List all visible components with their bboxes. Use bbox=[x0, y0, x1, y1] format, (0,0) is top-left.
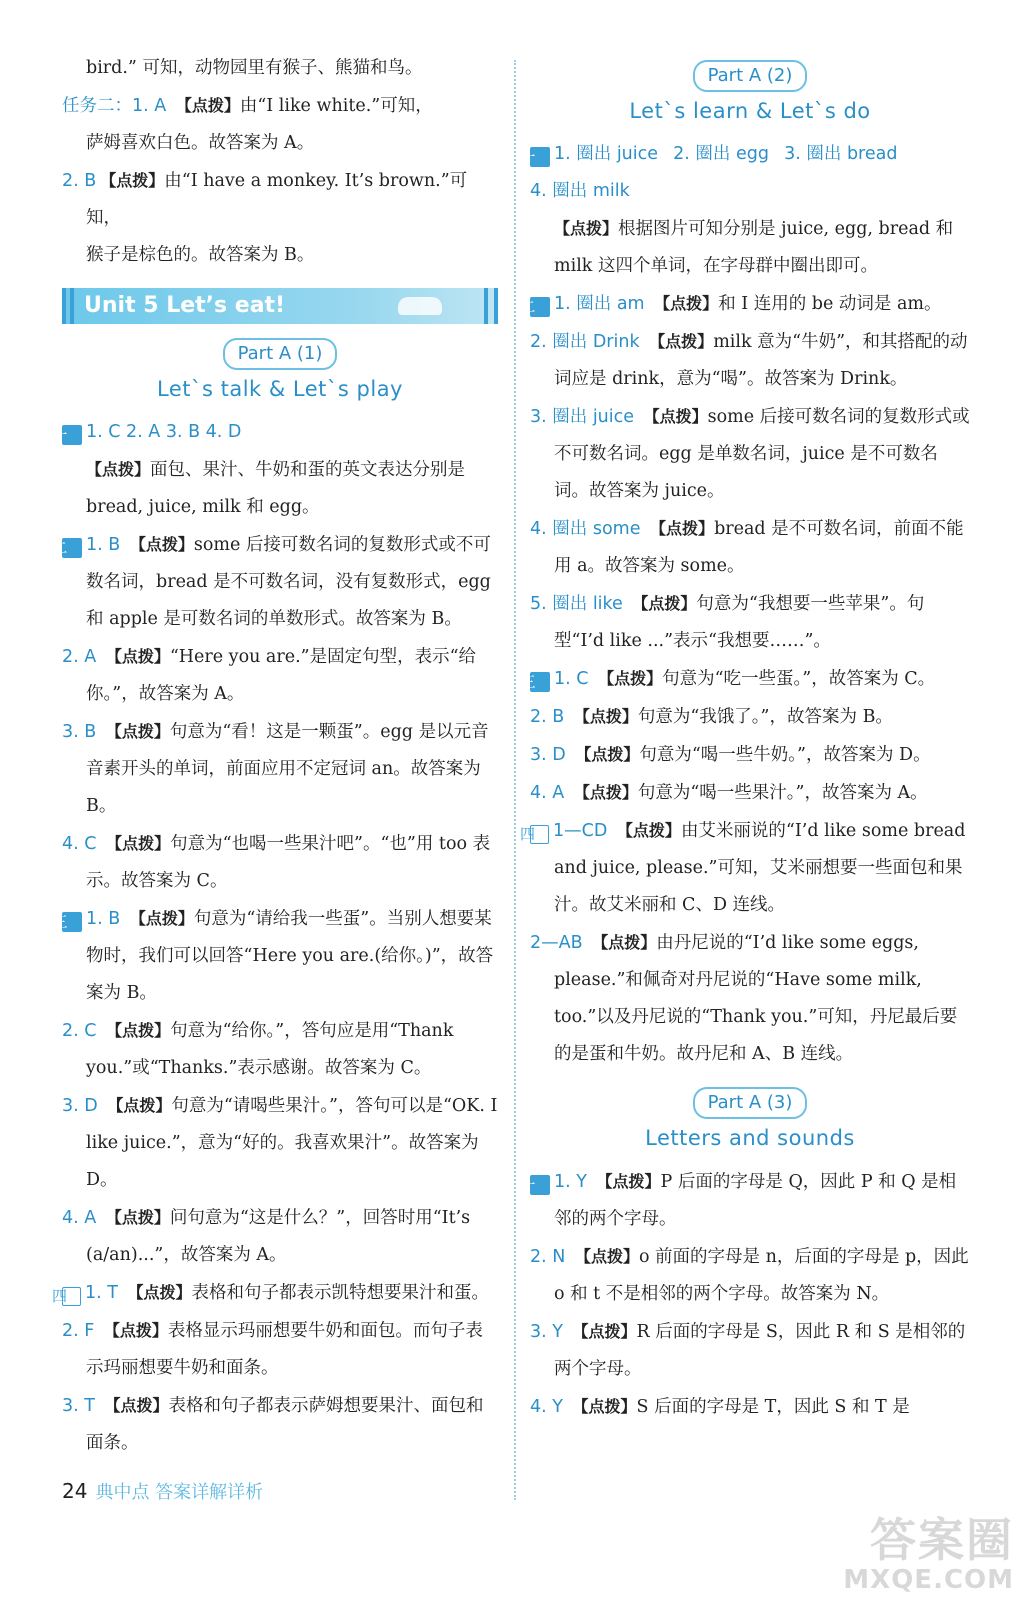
answer-number: 1. 圈出 juice bbox=[554, 144, 659, 164]
answer-number: 2. 圈出 Drink bbox=[530, 332, 640, 352]
hint-text: 由“I have a monkey. It’s brown.”可知， bbox=[86, 171, 468, 228]
answer-item bbox=[520, 660, 970, 698]
answer-item bbox=[520, 1163, 970, 1238]
answer-number: 2. B bbox=[530, 707, 565, 727]
banner-stripe bbox=[62, 288, 66, 324]
answer-item bbox=[530, 1388, 970, 1426]
answer-item bbox=[62, 713, 498, 825]
answer-line bbox=[520, 136, 970, 173]
unit-banner bbox=[62, 288, 498, 324]
hint-text: R 后面的字母是 S，因此 R 和 S 是相邻的两个字母。 bbox=[554, 1322, 966, 1379]
answer-number: 1. 圈出 am bbox=[554, 294, 645, 314]
hint-text: 猴子是棕色的。故答案为 B。 bbox=[86, 245, 315, 265]
banner-stripe bbox=[70, 288, 74, 324]
unit-title: Unit 5 Let’s eat! bbox=[84, 293, 286, 318]
answer-item bbox=[62, 825, 498, 900]
hint-tag: 【点拨】 bbox=[574, 1247, 639, 1266]
hint-tag: 【点拨】 bbox=[654, 294, 719, 313]
hint-tag: 【点拨】 bbox=[592, 933, 657, 952]
answer-number: 4. A bbox=[530, 783, 565, 803]
hint-text: “Here you are.”是固定句型，表示“给你。”，故答案为 A。 bbox=[86, 647, 477, 704]
answer-number: 4. Y bbox=[530, 1397, 563, 1417]
hint-text: 萨姆喜欢白色。故答案为 A。 bbox=[86, 133, 315, 153]
left-column bbox=[51, 50, 498, 1462]
answer-item bbox=[519, 812, 970, 924]
hint-tag: 【点拨】 bbox=[650, 519, 715, 538]
hint-text: 根据图片可知分别是 juice, egg, bread 和 milk 这四个单词，在字母群中圈出即可。 bbox=[554, 219, 954, 276]
hint-text: 句意为“请喝些果汁。”，答句可以是“OK. I like juice.”，意为“好的。我喜欢果汁”。故答案为 D。 bbox=[86, 1096, 498, 1190]
hint-tag: 【点拨】 bbox=[106, 1021, 171, 1040]
answer-number: 1. B bbox=[86, 909, 121, 929]
answer-item bbox=[530, 736, 970, 774]
hint-text: 句意为“请给我一些蛋”。当别人想要某物时，我们可以回答“Here you are.(给你。)”，故答案为 B。 bbox=[86, 909, 494, 1003]
hint-text: 句意为“给你。”，答句应是用“Thank you.”或“Thanks.”表示感谢。故答案为 C。 bbox=[86, 1021, 454, 1078]
hint-text: 由艾米丽说的“I’d like some bread and juice, please.”可知，艾米丽想要一些面包和果汁。故艾米丽和 C、D 连线。 bbox=[554, 821, 966, 915]
hint-tag: 【点拨】 bbox=[86, 460, 151, 479]
hint-text: 句意为“喝一些牛奶。”，故答案为 D。 bbox=[639, 745, 931, 765]
answer-number: 2. B bbox=[62, 171, 97, 191]
hint-text: 由丹尼说的“I’d like some eggs, please.”和佩奇对丹尼说的“Have some milk, too.”以及丹尼说的“Thank you.”可知，丹尼最后要的是蛋和牛奶。故丹尼和 A、B 连线。 bbox=[554, 933, 958, 1064]
answer-item bbox=[530, 323, 970, 398]
hint-tag: 【点拨】 bbox=[105, 722, 170, 741]
part-badge: Part A (1) bbox=[223, 338, 337, 370]
answer-number: 1. A bbox=[132, 96, 167, 116]
hint-tag: 【点拨】 bbox=[103, 1321, 168, 1340]
hint-tag: 【点拨】 bbox=[104, 1396, 169, 1415]
banner-stripe bbox=[484, 288, 488, 324]
watermark-text: 答案圈 bbox=[870, 1513, 1014, 1567]
hint-text: 表格和句子都表示萨姆想要果汁、面包和面条。 bbox=[86, 1396, 484, 1453]
answer-item bbox=[62, 638, 498, 713]
answer-item bbox=[62, 1012, 498, 1087]
hint-tag: 【点拨】 bbox=[554, 219, 619, 238]
hint-tag: 【点拨】 bbox=[632, 594, 697, 613]
hint-tag: 【点拨】 bbox=[129, 535, 194, 554]
hint-tag: 【点拨】 bbox=[100, 171, 165, 190]
answer-item bbox=[530, 1238, 970, 1313]
hint-tag: 【点拨】 bbox=[643, 407, 708, 426]
paragraph: bird.” 可知，动物园里有猴子、熊猫和鸟。 bbox=[86, 58, 423, 78]
hint-text: 面包、果汁、牛奶和蛋的英文表达分别是 bread, juice, milk 和 egg。 bbox=[86, 460, 466, 517]
task2-item-1 bbox=[62, 87, 498, 162]
answer-number: 1. B bbox=[86, 535, 121, 555]
answer-item bbox=[530, 924, 970, 1073]
chapter-marker: 一 bbox=[530, 147, 550, 167]
answer-number: 3. T bbox=[62, 1396, 95, 1416]
answer-item bbox=[530, 398, 970, 510]
right-column bbox=[519, 50, 970, 1426]
hint-text: some 后接可数名词的复数形式或不可数名词。egg 是单数名词，juice 是不可数名词。故答案为 juice。 bbox=[554, 407, 970, 501]
hint-tag: 【点拨】 bbox=[596, 1172, 661, 1191]
answer-number: 1. C bbox=[554, 669, 589, 689]
part-badge: Part A (2) bbox=[693, 60, 807, 92]
answer-item bbox=[52, 526, 498, 638]
answer-number: 2. F bbox=[62, 1321, 95, 1341]
answer-number: 1. T bbox=[85, 1283, 118, 1303]
hint-tag: 【点拨】 bbox=[616, 821, 681, 840]
answer-number: 5. 圈出 like bbox=[530, 594, 623, 614]
answer-number: 3. D bbox=[62, 1096, 98, 1116]
section-1 bbox=[52, 414, 498, 451]
answer-number: 3. B bbox=[62, 722, 97, 742]
watermark-url: MXQE.COM bbox=[843, 1565, 1014, 1595]
hint-text: 句意为“我想要一些苹果”。句型“I’d like ...”表示“我想要……”。 bbox=[554, 594, 925, 651]
hint-tag: 【点拨】 bbox=[649, 332, 714, 351]
hint-text: 句意为“吃一些蛋。”，故答案为 C。 bbox=[662, 669, 936, 689]
hint-text: P 后面的字母是 Q，因此 P 和 Q 是相邻的两个字母。 bbox=[554, 1172, 957, 1229]
answer-number: 1—CD bbox=[553, 821, 608, 841]
hint-text: 问句意为“这是什么？”，回答时用“It’s (a/an)...”，故答案为 A。 bbox=[86, 1208, 471, 1265]
hint-text: 表格显示玛丽想要牛奶和面包。而句子表示玛丽想要牛奶和面条。 bbox=[86, 1321, 483, 1378]
answer-number: 3. 圈出 bread bbox=[784, 144, 898, 164]
hint-text: milk 意为“牛奶”，和其搭配的动词应是 drink，意为“喝”。故答案为 Drink。 bbox=[554, 332, 968, 389]
page-number: 24 bbox=[62, 1479, 88, 1503]
chapter-marker: 三 bbox=[530, 672, 550, 692]
answer-number: 2. A bbox=[62, 647, 97, 667]
hint-tag: 【点拨】 bbox=[572, 1322, 637, 1341]
hint-tag: 【点拨】 bbox=[573, 707, 638, 726]
answer-number: 4. 圈出 some bbox=[530, 519, 641, 539]
hint-text: 和 I 连用的 be 动词是 am。 bbox=[718, 294, 942, 314]
chapter-marker: 四 bbox=[530, 825, 549, 844]
answer-item bbox=[62, 1199, 498, 1274]
hint-tag: 【点拨】 bbox=[105, 1208, 170, 1227]
banner-stripe bbox=[494, 288, 498, 324]
chapter-marker: 二 bbox=[62, 538, 82, 558]
answer-number: 3. D bbox=[530, 745, 566, 765]
answer-list: 1. C 2. A 3. B 4. D bbox=[86, 422, 242, 442]
hint-paragraph bbox=[62, 451, 498, 526]
answer-item bbox=[530, 774, 970, 812]
chapter-marker: 一 bbox=[62, 425, 82, 445]
chapter-marker: 二 bbox=[530, 297, 550, 317]
brand-logo: 典中点 答案详解详析 bbox=[95, 1482, 264, 1503]
hint-tag: 【点拨】 bbox=[106, 834, 171, 853]
hint-text: 由“I like white.”可知， bbox=[239, 96, 433, 116]
answer-item bbox=[530, 698, 970, 736]
hint-tag: 【点拨】 bbox=[107, 1096, 172, 1115]
answer-item bbox=[62, 1387, 498, 1462]
answer-item bbox=[530, 510, 970, 585]
answer-item bbox=[520, 285, 970, 323]
answer-line bbox=[530, 173, 970, 210]
hint-paragraph bbox=[530, 210, 970, 285]
page-footer bbox=[62, 1478, 263, 1504]
column-divider bbox=[514, 60, 516, 1500]
hint-text: S 后面的字母是 T，因此 S 和 T 是 bbox=[636, 1397, 910, 1417]
answer-item bbox=[52, 900, 498, 1012]
hint-tag: 【点拨】 bbox=[129, 909, 194, 928]
answer-number: 3. 圈出 juice bbox=[530, 407, 635, 427]
part-title: Let`s talk & Let`s play bbox=[157, 377, 403, 401]
part-title: Letters and sounds bbox=[645, 1126, 855, 1150]
hint-tag: 【点拨】 bbox=[127, 1283, 192, 1302]
answer-item bbox=[62, 1087, 498, 1199]
part-badge: Part A (3) bbox=[693, 1087, 807, 1119]
answer-number: 4. A bbox=[62, 1208, 97, 1228]
hint-text: 句意为“看！这是一颗蛋”。egg 是以元音音素开头的单词，前面应用不定冠词 an。故答案为 B。 bbox=[86, 722, 489, 816]
hint-text: 表格和句子都表示凯特想要果汁和蛋。 bbox=[191, 1283, 490, 1303]
answer-number: 4. 圈出 milk bbox=[530, 181, 630, 201]
hint-tag: 【点拨】 bbox=[572, 1397, 637, 1416]
part-title: Let`s learn & Let`s do bbox=[629, 99, 871, 123]
task2-label: 任务二： bbox=[62, 96, 132, 116]
hint-tag: 【点拨】 bbox=[575, 745, 640, 764]
task2-item-2 bbox=[62, 162, 498, 274]
answer-number: 2. N bbox=[530, 1247, 566, 1267]
hint-text: 句意为“我饿了。”，故答案为 B。 bbox=[637, 707, 893, 727]
answer-number: 1. Y bbox=[554, 1172, 587, 1192]
watermark bbox=[843, 1514, 1014, 1594]
hint-text: 句意为“也喝一些果汁吧”。“也”用 too 表示。故答案为 C。 bbox=[86, 834, 491, 891]
hint-tag: 【点拨】 bbox=[105, 647, 170, 666]
car-icon bbox=[398, 297, 442, 315]
hint-text: o 前面的字母是 n，后面的字母是 p，因此 o 和 t 不是相邻的两个字母。故答案为 N。 bbox=[554, 1247, 969, 1304]
answer-item bbox=[51, 1274, 498, 1312]
answer-number: 2. C bbox=[62, 1021, 97, 1041]
chapter-marker: 一 bbox=[530, 1175, 550, 1195]
answer-item bbox=[62, 1312, 498, 1387]
chapter-marker: 四 bbox=[62, 1287, 81, 1306]
answer-number: 2. 圈出 egg bbox=[673, 144, 769, 164]
hint-tag: 【点拨】 bbox=[175, 96, 240, 115]
hint-tag: 【点拨】 bbox=[598, 669, 663, 688]
hint-tag: 【点拨】 bbox=[573, 783, 638, 802]
hint-text: some 后接可数名词的复数形式或不可数名词，bread 是不可数名词，没有复数形式，egg 和 apple 是可数名词的单数形式。故答案为 B。 bbox=[86, 535, 491, 629]
hint-text: 句意为“喝一些果汁。”，故答案为 A。 bbox=[637, 783, 928, 803]
answer-item bbox=[530, 585, 970, 660]
hint-text: bread 是不可数名词，前面不能用 a。故答案为 some。 bbox=[554, 519, 964, 576]
answer-number: 3. Y bbox=[530, 1322, 563, 1342]
answer-number: 4. C bbox=[62, 834, 97, 854]
answer-number: 2—AB bbox=[530, 933, 583, 953]
answer-item bbox=[530, 1313, 970, 1388]
chapter-marker: 三 bbox=[62, 912, 82, 932]
